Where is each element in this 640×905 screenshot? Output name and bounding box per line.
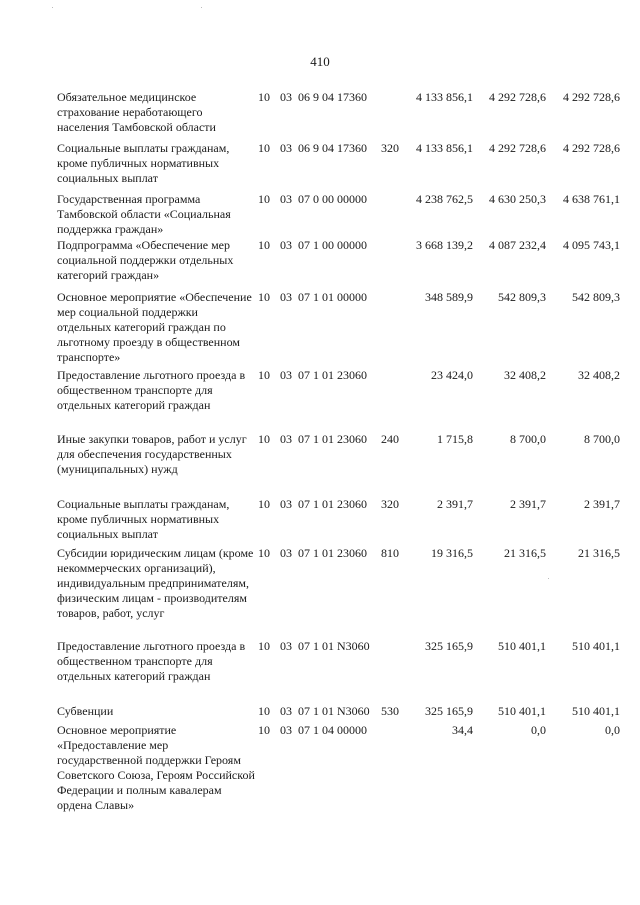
row-podrazdel: 03 bbox=[280, 497, 292, 511]
row-value-year2: 4 292 728,6 bbox=[489, 90, 546, 104]
row-name: Социальные выплаты гражданам, кроме публичных нормативных социальных выплат bbox=[57, 497, 230, 541]
row-value-year1: 348 589,9 bbox=[425, 290, 473, 304]
row-target-article: 06 9 04 17360 bbox=[298, 90, 367, 104]
row-razdel: 10 bbox=[258, 192, 270, 206]
row-value-year1: 34,4 bbox=[452, 723, 473, 737]
row-expense-type: 320 bbox=[381, 497, 399, 511]
row-podrazdel: 03 bbox=[280, 723, 292, 737]
row-value-year2: 510 401,1 bbox=[498, 639, 546, 653]
row-razdel: 10 bbox=[258, 723, 270, 737]
row-podrazdel: 03 bbox=[280, 368, 292, 382]
row-value-year2: 8 700,0 bbox=[510, 432, 546, 446]
row-value-year3: 510 401,1 bbox=[572, 639, 620, 653]
scan-speck bbox=[201, 7, 202, 8]
row-target-article: 07 1 01 N3060 bbox=[298, 704, 370, 718]
row-podrazdel: 03 bbox=[280, 639, 292, 653]
row-target-article: 07 1 01 23060 bbox=[298, 546, 367, 560]
row-name: Субвенции bbox=[57, 704, 114, 718]
row-target-article: 06 9 04 17360 bbox=[298, 141, 367, 155]
row-value-year3: 32 408,2 bbox=[578, 368, 620, 382]
row-podrazdel: 03 bbox=[280, 290, 292, 304]
row-razdel: 10 bbox=[258, 90, 270, 104]
row-value-year3: 8 700,0 bbox=[584, 432, 620, 446]
row-name: Обязательное медицинское страхование неработающего населения Тамбовской области bbox=[57, 90, 216, 134]
row-razdel: 10 bbox=[258, 432, 270, 446]
row-target-article: 07 1 01 23060 bbox=[298, 497, 367, 511]
row-value-year1: 325 165,9 bbox=[425, 639, 473, 653]
row-podrazdel: 03 bbox=[280, 704, 292, 718]
row-target-article: 07 1 00 00000 bbox=[298, 238, 367, 252]
row-value-year1: 4 133 856,1 bbox=[416, 90, 473, 104]
row-razdel: 10 bbox=[258, 704, 270, 718]
row-value-year3: 0,0 bbox=[605, 723, 620, 737]
row-value-year2: 32 408,2 bbox=[504, 368, 546, 382]
row-name: Предоставление льготного проезда в общественном транспорте для отдельных категорий граждан bbox=[57, 639, 246, 683]
row-razdel: 10 bbox=[258, 497, 270, 511]
row-name: Государственная программа Тамбовской области «Социальная поддержка граждан» bbox=[57, 192, 231, 236]
row-razdel: 10 bbox=[258, 368, 270, 382]
row-value-year2: 4 292 728,6 bbox=[489, 141, 546, 155]
row-value-year2: 2 391,7 bbox=[510, 497, 546, 511]
row-value-year2: 4 630 250,3 bbox=[489, 192, 546, 206]
row-podrazdel: 03 bbox=[280, 432, 292, 446]
row-razdel: 10 bbox=[258, 639, 270, 653]
scan-speck bbox=[52, 7, 53, 8]
row-value-year1: 4 238 762,5 bbox=[416, 192, 473, 206]
row-value-year2: 510 401,1 bbox=[498, 704, 546, 718]
row-target-article: 07 1 01 23060 bbox=[298, 368, 367, 382]
scan-speck bbox=[548, 578, 549, 579]
row-expense-type: 810 bbox=[381, 546, 399, 560]
row-value-year3: 4 638 761,1 bbox=[563, 192, 620, 206]
row-value-year2: 21 316,5 bbox=[504, 546, 546, 560]
page-number: 410 bbox=[310, 54, 330, 69]
row-value-year3: 4 292 728,6 bbox=[563, 90, 620, 104]
row-value-year2: 4 087 232,4 bbox=[489, 238, 546, 252]
row-razdel: 10 bbox=[258, 546, 270, 560]
row-value-year1: 2 391,7 bbox=[437, 497, 473, 511]
row-value-year3: 2 391,7 bbox=[584, 497, 620, 511]
row-expense-type: 240 bbox=[381, 432, 399, 446]
row-podrazdel: 03 bbox=[280, 90, 292, 104]
row-razdel: 10 bbox=[258, 290, 270, 304]
row-value-year3: 4 292 728,6 bbox=[563, 141, 620, 155]
row-value-year1: 4 133 856,1 bbox=[416, 141, 473, 155]
row-name: Иные закупки товаров, работ и услуг для обеспечения государственных (муниципальных) нужд bbox=[57, 432, 247, 476]
row-value-year1: 3 668 139,2 bbox=[416, 238, 473, 252]
row-target-article: 07 1 01 N3060 bbox=[298, 639, 370, 653]
row-name: Подпрограмма «Обеспечение мер социальной поддержки отдельных категорий граждан» bbox=[57, 238, 234, 282]
row-razdel: 10 bbox=[258, 141, 270, 155]
row-expense-type: 320 bbox=[381, 141, 399, 155]
row-name: Предоставление льготного проезда в общественном транспорте для отдельных категорий граждан bbox=[57, 368, 246, 412]
row-name: Основное мероприятие «Предоставление мер государственной поддержки Героям Советского Союза, Героям Российской Федерации и полным кавалерам ордена Славы» bbox=[57, 723, 255, 812]
row-expense-type: 530 bbox=[381, 704, 399, 718]
row-value-year1: 19 316,5 bbox=[431, 546, 473, 560]
row-target-article: 07 1 01 23060 bbox=[298, 432, 367, 446]
row-value-year3: 4 095 743,1 bbox=[563, 238, 620, 252]
row-target-article: 07 1 04 00000 bbox=[298, 723, 367, 737]
row-podrazdel: 03 bbox=[280, 238, 292, 252]
row-razdel: 10 bbox=[258, 238, 270, 252]
row-name: Субсидии юридическим лицам (кроме некоммерческих организаций), индивидуальным предпринимателям, физическим лицам - производителям товаров, работ, услуг bbox=[57, 546, 254, 620]
row-podrazdel: 03 bbox=[280, 192, 292, 206]
row-value-year3: 21 316,5 bbox=[578, 546, 620, 560]
row-podrazdel: 03 bbox=[280, 546, 292, 560]
row-value-year1: 23 424,0 bbox=[431, 368, 473, 382]
row-podrazdel: 03 bbox=[280, 141, 292, 155]
row-target-article: 07 1 01 00000 bbox=[298, 290, 367, 304]
row-name: Основное мероприятие «Обеспечение мер социальной поддержки отдельных категорий граждан по льготному проезду в общественном транспорте» bbox=[57, 290, 252, 364]
row-value-year3: 542 809,3 bbox=[572, 290, 620, 304]
row-value-year3: 510 401,1 bbox=[572, 704, 620, 718]
row-target-article: 07 0 00 00000 bbox=[298, 192, 367, 206]
row-name: Социальные выплаты гражданам, кроме публичных нормативных социальных выплат bbox=[57, 141, 230, 185]
row-value-year1: 1 715,8 bbox=[437, 432, 473, 446]
row-value-year2: 0,0 bbox=[531, 723, 546, 737]
row-value-year1: 325 165,9 bbox=[425, 704, 473, 718]
row-value-year2: 542 809,3 bbox=[498, 290, 546, 304]
